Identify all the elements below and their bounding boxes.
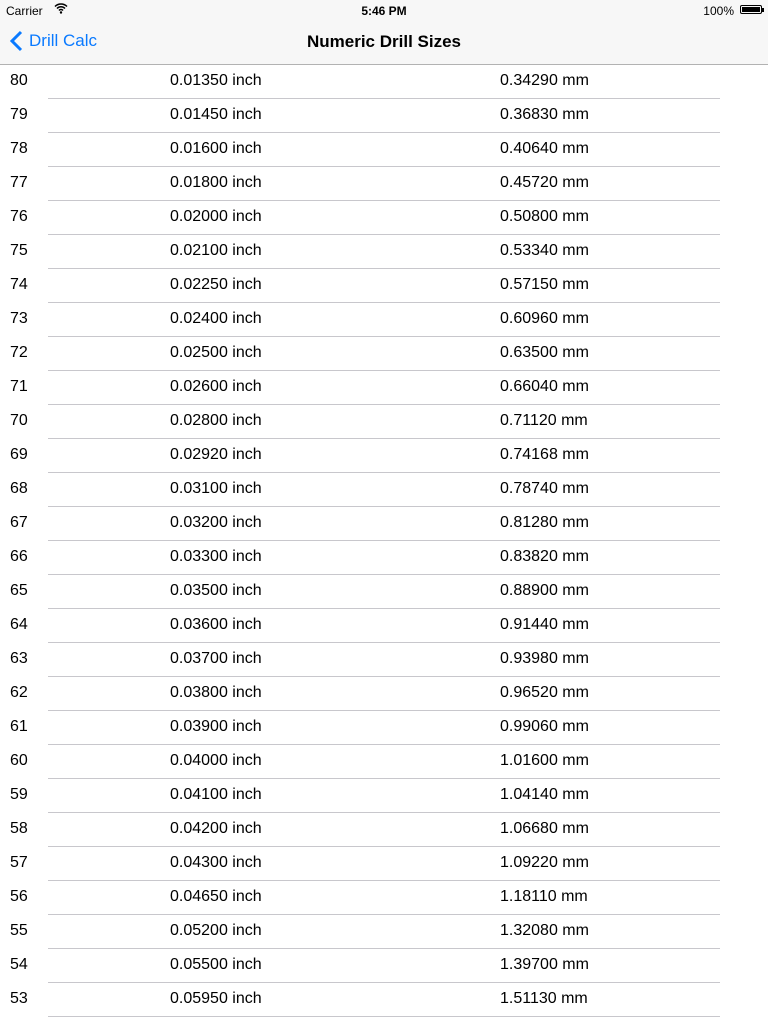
status-bar bbox=[0, 0, 768, 20]
inch-value: 0.04100 inch bbox=[170, 786, 262, 803]
drill-number: 59 bbox=[10, 786, 28, 803]
mm-value: 0.40640 mm bbox=[500, 140, 589, 157]
table-row[interactable] bbox=[0, 269, 768, 303]
mm-value: 0.36830 mm bbox=[500, 106, 589, 123]
table-row[interactable] bbox=[0, 983, 768, 1017]
table-row[interactable] bbox=[0, 167, 768, 201]
mm-value: 0.88900 mm bbox=[500, 582, 589, 599]
inch-value: 0.02600 inch bbox=[170, 378, 262, 395]
drill-number: 64 bbox=[10, 616, 28, 633]
mm-value: 0.83820 mm bbox=[500, 548, 589, 565]
table-row[interactable] bbox=[0, 99, 768, 133]
inch-value: 0.04650 inch bbox=[170, 888, 262, 905]
table-row[interactable] bbox=[0, 133, 768, 167]
table-row[interactable] bbox=[0, 881, 768, 915]
drill-number: 58 bbox=[10, 820, 28, 837]
drill-number: 65 bbox=[10, 582, 28, 599]
table-row[interactable] bbox=[0, 473, 768, 507]
table-row[interactable] bbox=[0, 65, 768, 99]
inch-value: 0.03600 inch bbox=[170, 616, 262, 633]
drill-number: 68 bbox=[10, 480, 28, 497]
mm-value: 1.09220 mm bbox=[500, 854, 589, 871]
mm-value: 0.53340 mm bbox=[500, 242, 589, 259]
drill-number: 60 bbox=[10, 752, 28, 769]
inch-value: 0.04200 inch bbox=[170, 820, 262, 837]
inch-value: 0.04300 inch bbox=[170, 854, 262, 871]
mm-value: 1.18110 mm bbox=[500, 888, 588, 905]
drill-number: 72 bbox=[10, 344, 28, 361]
mm-value: 0.96520 mm bbox=[500, 684, 589, 701]
table-row[interactable] bbox=[0, 507, 768, 541]
table-row[interactable] bbox=[0, 541, 768, 575]
mm-value: 0.34290 mm bbox=[500, 72, 589, 89]
drill-size-list[interactable] bbox=[0, 65, 768, 1017]
inch-value: 0.01600 inch bbox=[170, 140, 262, 157]
mm-value: 1.06680 mm bbox=[500, 820, 589, 837]
table-row[interactable] bbox=[0, 779, 768, 813]
mm-value: 0.74168 mm bbox=[500, 446, 589, 463]
mm-value: 1.51130 mm bbox=[500, 990, 588, 1007]
drill-number: 66 bbox=[10, 548, 28, 565]
mm-value: 0.45720 mm bbox=[500, 174, 589, 191]
inch-value: 0.04000 inch bbox=[170, 752, 262, 769]
table-row[interactable] bbox=[0, 745, 768, 779]
clock: 5:46 PM bbox=[361, 4, 407, 18]
inch-value: 0.01450 inch bbox=[170, 106, 262, 123]
mm-value: 1.01600 mm bbox=[500, 752, 589, 769]
inch-value: 0.03800 inch bbox=[170, 684, 262, 701]
inch-value: 0.03200 inch bbox=[170, 514, 262, 531]
drill-number: 67 bbox=[10, 514, 28, 531]
mm-value: 0.93980 mm bbox=[500, 650, 589, 667]
mm-value: 0.99060 mm bbox=[500, 718, 589, 735]
drill-number: 70 bbox=[10, 412, 28, 429]
inch-value: 0.05950 inch bbox=[170, 990, 262, 1007]
battery-percent: 100% bbox=[703, 4, 734, 18]
table-row[interactable] bbox=[0, 711, 768, 745]
drill-number: 77 bbox=[10, 174, 28, 191]
mm-value: 0.50800 mm bbox=[500, 208, 589, 225]
drill-number: 71 bbox=[10, 378, 28, 395]
drill-number: 73 bbox=[10, 310, 28, 327]
back-label: Drill Calc bbox=[29, 31, 97, 50]
table-row[interactable] bbox=[0, 405, 768, 439]
drill-number: 62 bbox=[10, 684, 28, 701]
table-row[interactable] bbox=[0, 949, 768, 983]
mm-value: 0.91440 mm bbox=[500, 616, 589, 633]
table-row[interactable] bbox=[0, 915, 768, 949]
inch-value: 0.03100 inch bbox=[170, 480, 262, 497]
inch-value: 0.03500 inch bbox=[170, 582, 262, 599]
mm-value: 0.57150 mm bbox=[500, 276, 589, 293]
mm-value: 0.66040 mm bbox=[500, 378, 589, 395]
table-row[interactable] bbox=[0, 847, 768, 881]
drill-number: 75 bbox=[10, 242, 28, 259]
table-row[interactable] bbox=[0, 439, 768, 473]
inch-value: 0.01350 inch bbox=[170, 72, 262, 89]
drill-number: 78 bbox=[10, 140, 28, 157]
inch-value: 0.02800 inch bbox=[170, 412, 262, 429]
carrier-label: Carrier bbox=[6, 4, 43, 18]
inch-value: 0.05200 inch bbox=[170, 922, 262, 939]
inch-value: 0.02250 inch bbox=[170, 276, 262, 293]
inch-value: 0.02100 inch bbox=[170, 242, 262, 259]
page-title: Numeric Drill Sizes bbox=[306, 32, 461, 51]
drill-number: 56 bbox=[10, 888, 28, 905]
table-row[interactable] bbox=[0, 813, 768, 847]
inch-value: 0.02500 inch bbox=[170, 344, 262, 361]
drill-number: 74 bbox=[10, 276, 28, 293]
drill-number: 55 bbox=[10, 922, 28, 939]
table-row[interactable] bbox=[0, 235, 768, 269]
drill-number: 57 bbox=[10, 854, 28, 871]
drill-number: 79 bbox=[10, 106, 28, 123]
table-row[interactable] bbox=[0, 371, 768, 405]
table-row[interactable] bbox=[0, 609, 768, 643]
table-row[interactable] bbox=[0, 677, 768, 711]
mm-value: 0.63500 mm bbox=[500, 344, 589, 361]
drill-number: 63 bbox=[10, 650, 28, 667]
drill-number: 53 bbox=[10, 990, 28, 1007]
inch-value: 0.02000 inch bbox=[170, 208, 262, 225]
navigation-bar bbox=[0, 20, 768, 65]
drill-number: 80 bbox=[10, 72, 28, 89]
inch-value: 0.01800 inch bbox=[170, 174, 262, 191]
mm-value: 1.39700 mm bbox=[500, 956, 589, 973]
inch-value: 0.02400 inch bbox=[170, 310, 262, 327]
inch-value: 0.03900 inch bbox=[170, 718, 262, 735]
table-row[interactable] bbox=[0, 201, 768, 235]
table-row[interactable] bbox=[0, 337, 768, 371]
drill-number: 54 bbox=[10, 956, 28, 973]
battery-icon bbox=[740, 5, 762, 14]
drill-number: 76 bbox=[10, 208, 28, 225]
table-row[interactable] bbox=[0, 575, 768, 609]
table-row[interactable] bbox=[0, 303, 768, 337]
inch-value: 0.03300 inch bbox=[170, 548, 262, 565]
inch-value: 0.05500 inch bbox=[170, 956, 262, 973]
table-row[interactable] bbox=[0, 643, 768, 677]
inch-value: 0.03700 inch bbox=[170, 650, 262, 667]
drill-number: 61 bbox=[10, 718, 28, 735]
mm-value: 0.71120 mm bbox=[500, 412, 588, 429]
drill-number: 69 bbox=[10, 446, 28, 463]
mm-value: 0.60960 mm bbox=[500, 310, 589, 327]
mm-value: 0.81280 mm bbox=[500, 514, 589, 531]
mm-value: 1.32080 mm bbox=[500, 922, 589, 939]
mm-value: 0.78740 mm bbox=[500, 480, 589, 497]
inch-value: 0.02920 inch bbox=[170, 446, 262, 463]
mm-value: 1.04140 mm bbox=[500, 786, 589, 803]
